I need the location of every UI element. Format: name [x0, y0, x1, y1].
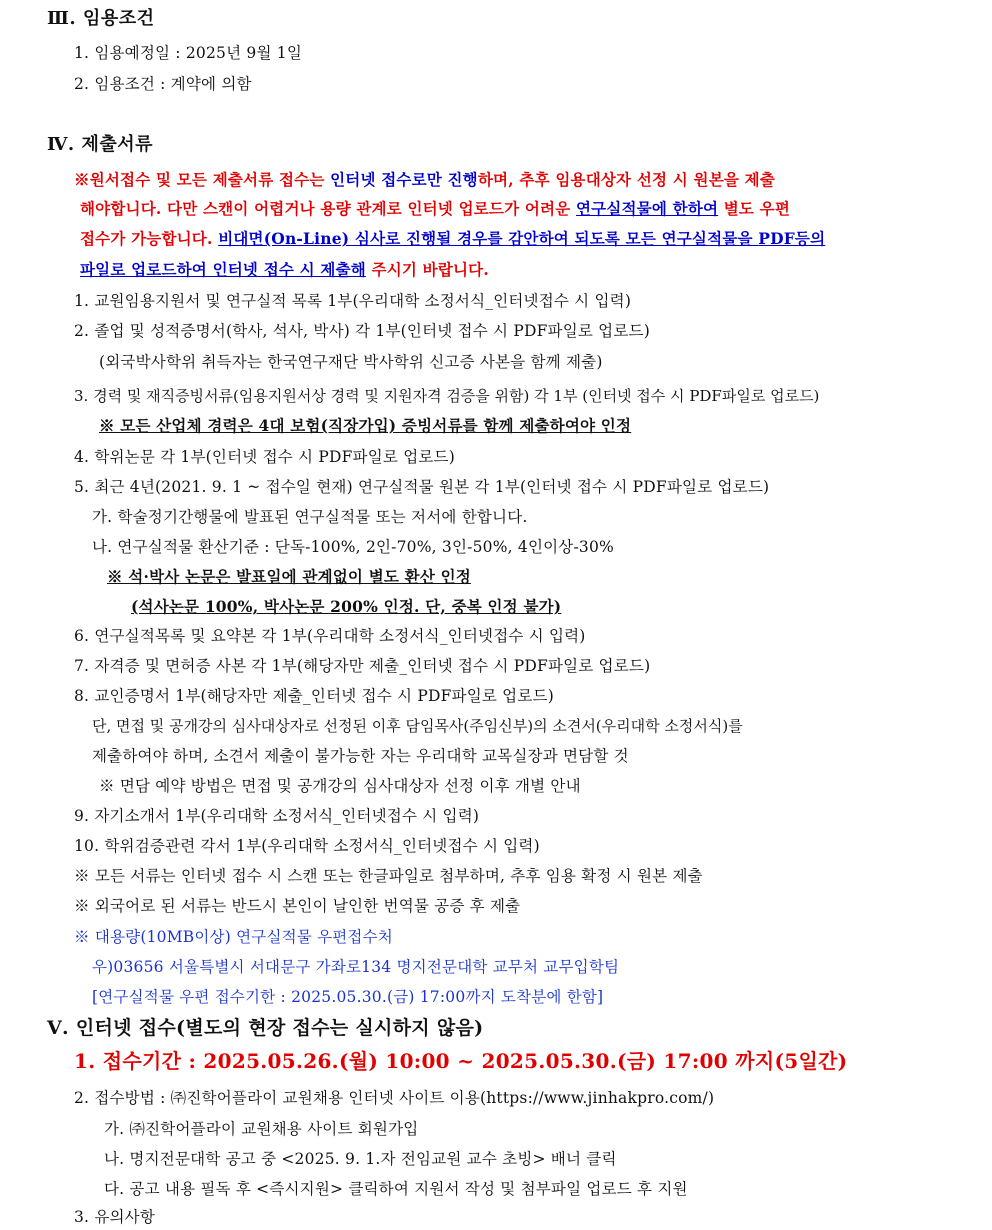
notice-highlight: 인터넷 접수로만 진행 — [330, 170, 478, 189]
section-4-title: Ⅳ. 제출서류 — [47, 134, 154, 155]
doc-item-8a: 단, 면접 및 공개강의 심사대상자로 선정된 이후 담임목사(주임신부)의 소견서(우리대학 소정서식)를 — [92, 717, 743, 735]
mail-deadline: [연구실적물 우편 접수기한 : 2025.05.30.(금) 17:00까지 도착분에 한함] — [92, 988, 604, 1006]
notice-text: 별도 우편 — [718, 199, 791, 218]
step-banner: 나. 명지전문대학 공고 중 <2025. 9. 1.자 전임교원 교수 초빙> 배너 클릭 — [104, 1150, 617, 1168]
doc-item-7: 7. 자격증 및 면허증 사본 각 1부(해당자만 제출_인터넷 접수 시 PDF파일로 업로드) — [74, 657, 651, 675]
notice-text: 주시기 바랍니다. — [365, 260, 489, 279]
step-signup: 가. ㈜진학어플라이 교원채용 사이트 회원가입 — [104, 1120, 419, 1138]
application-period: 1. 접수기간 : 2025.05.26.(월) 10:00 ~ 2025.05.30.(금) 17:00 까지(5일간) — [74, 1049, 848, 1073]
doc-item-5: 5. 최근 4년(2021. 9. 1 ~ 접수일 현재) 연구실적물 원본 각 1부(인터넷 접수 시 PDF파일로 업로드) — [74, 478, 770, 496]
doc-item-10: 10. 학위검증관련 각서 1부(우리대학 소정서식_인터넷접수 시 입력) — [74, 837, 540, 855]
section-5-title: Ⅴ. 인터넷 접수(별도의 현장 접수는 실시하지 않음) — [47, 1017, 484, 1039]
doc-item-8: 8. 교인증명서 1부(해당자만 제출_인터넷 접수 시 PDF파일로 업로드) — [74, 687, 554, 705]
condition-item: 2. 임용조건 : 계약에 의함 — [74, 75, 252, 93]
notice-text: 해야합니다. 다만 스캔이 어렵거나 용량 관계로 인터넷 업로드가 어려운 — [80, 199, 576, 218]
doc-item-2-note: (외국박사학위 취득자는 한국연구재단 박사학위 신고증 사본을 함께 제출) — [99, 353, 603, 371]
notice-line-4 — [80, 259, 489, 281]
doc-item-1: 1. 교원임용지원서 및 연구실적 목록 1부(우리대학 소정서식_인터넷접수 시 입력) — [74, 292, 632, 310]
notice-text: 하며, 추후 임용대상자 선정 시 원본을 제출 — [477, 170, 775, 189]
doc-note-1: ※ 모든 서류는 인터넷 접수 시 스캔 또는 한글파일로 첨부하며, 추후 임용 확정 시 원본 제출 — [74, 867, 703, 885]
doc-item-8-note: ※ 면담 예약 방법은 면접 및 공개강의 심사대상자 선정 이후 개별 안내 — [99, 777, 581, 795]
doc-item-5-note-1: ※ 석·박사 논문은 발표일에 관계없이 별도 환산 인정 — [107, 567, 471, 586]
doc-item-9: 9. 자기소개서 1부(우리대학 소정서식_인터넷접수 시 입력) — [74, 807, 480, 825]
notice-highlight: 비대면(On-Line) 심사로 진행될 경우를 감안하여 되도록 모든 연구실적물을 PDF등의 — [218, 229, 826, 248]
notice-text: 접수가 가능합니다. — [80, 229, 219, 248]
doc-item-5a: 가. 학술정기간행물에 발표된 연구실적물 또는 저서에 한합니다. — [92, 508, 528, 526]
notice-line-3 — [80, 228, 825, 250]
doc-item-6: 6. 연구실적목록 및 요약본 각 1부(우리대학 소정서식_인터넷접수 시 입력) — [74, 627, 586, 645]
mail-address: 우)03656 서울특별시 서대문구 가좌로134 명지전문대학 교무처 교무입학팀 — [92, 958, 620, 976]
doc-item-3: 3. 경력 및 재직증빙서류(임용지원서상 경력 및 지원자격 검증을 위함) 각 1부 (인터넷 접수 시 PDF파일로 업로드) — [74, 387, 820, 405]
doc-item-5-note-2: (석사논문 100%, 박사논문 200% 인정. 단, 중복 인정 불가) — [131, 597, 562, 616]
doc-note-3: ※ 대용량(10MB이상) 연구실적물 우편접수처 — [74, 928, 393, 946]
notice-line-1 — [74, 169, 775, 191]
step-apply: 다. 공고 내용 필독 후 <즉시지원> 클릭하여 지원서 작성 및 첨부파일 업로드 후 지원 — [104, 1180, 688, 1198]
doc-item-2: 2. 졸업 및 성적증명서(학사, 석사, 박사) 각 1부(인터넷 접수 시 PDF파일로 업로드) — [74, 322, 650, 340]
doc-note-2: ※ 외국어로 된 서류는 반드시 본인이 날인한 번역물 공증 후 제출 — [74, 897, 521, 915]
notice-text: ※원서접수 및 모든 제출서류 접수는 — [74, 170, 331, 189]
start-date-item: 1. 임용예정일 : 2025년 9월 1일 — [74, 44, 302, 62]
doc-item-3-note: ※ 모든 산업체 경력은 4대 보험(직장가입) 증빙서류를 함께 제출하여야 인정 — [99, 416, 632, 435]
notice-highlight: 파일로 업로드하여 인터넷 접수 시 제출해 — [80, 260, 366, 279]
section-3-title: Ⅲ. 임용조건 — [47, 8, 155, 29]
cautions-heading: 3. 유의사항 — [74, 1208, 156, 1226]
notice-line-2 — [80, 198, 790, 220]
notice-highlight: 연구실적물에 한하여 — [575, 199, 719, 218]
doc-item-5b: 나. 연구실적물 환산기준 : 단독-100%, 2인-70%, 3인-50%, 4인이상-30% — [92, 538, 614, 556]
doc-item-4: 4. 학위논문 각 1부(인터넷 접수 시 PDF파일로 업로드) — [74, 448, 455, 466]
application-method: 2. 접수방법 : ㈜진학어플라이 교원채용 인터넷 사이트 이용(https://www.jinhakpro.com/) — [74, 1089, 715, 1107]
doc-item-8b: 제출하여야 하며, 소견서 제출이 불가능한 자는 우리대학 교목실장과 면담할 것 — [92, 747, 629, 765]
